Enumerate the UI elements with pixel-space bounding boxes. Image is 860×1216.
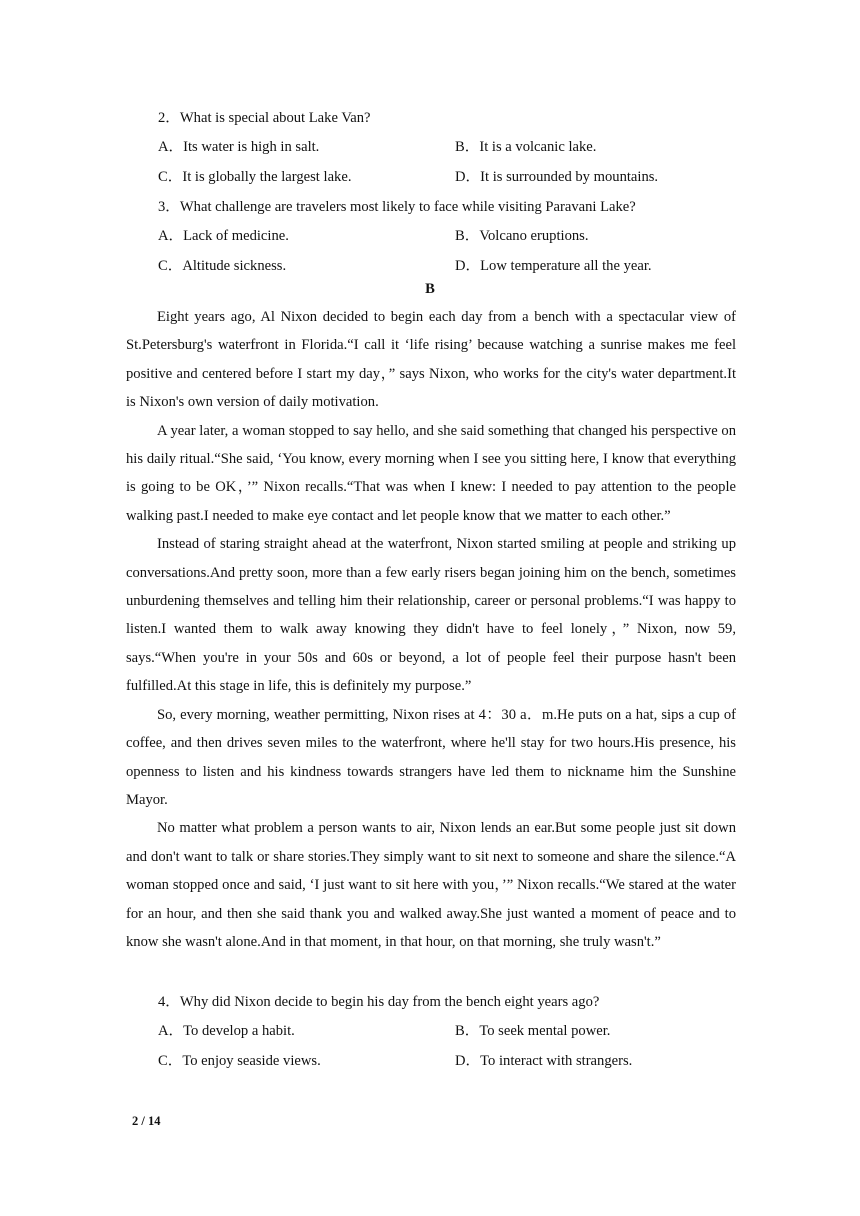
question-4-option-c: C．To enjoy seaside views. [158, 1053, 321, 1069]
page-number: 2 / 14 [132, 1114, 161, 1128]
passage-paragraph: So, every morning, weather permitting, Nixon rises at 4：30 a．m.He puts on a hat, sips a cup of coffee, and then drives seven miles to the waterfront, where he'll stay for two hours.His presence, his openness to listen and his kindness towards strangers have led them to nickname him the Sunshine Mayor. [126, 706, 736, 808]
section-title: B [425, 281, 435, 297]
question-2-option-c: C．It is globally the largest lake. [158, 169, 352, 185]
passage-paragraph: Eight years ago, Al Nixon decided to begin each day from a bench with a spectacular view of St.Petersburg's waterfront in Florida.“I call it ‘life rising’ because watching a sunrise makes me feel positive and centered before I start my day，” says Nixon, who works for the city's water department.It is Nixon's own version of daily motivation. [126, 309, 736, 411]
question-2-option-b: B．It is a volcanic lake. [455, 139, 597, 155]
reading-passage [126, 303, 736, 956]
question-4-stem: 4．Why did Nixon decide to begin his day from the bench eight years ago? [158, 994, 600, 1010]
passage-paragraph: A year later, a woman stopped to say hello, and she said something that changed his perspective on his daily ritual.“She said, ‘You know, every morning when I see you sitting here, I know that everything is going to be OK，’” Nixon recalls.“That was when I knew: I needed to pay attention to the people walking past.I needed to make eye contact and let people know that we matter to each other.” [126, 422, 736, 524]
passage-paragraph: No matter what problem a person wants to air, Nixon lends an ear.But some people just sit down and don't want to talk or share stories.They simply want to sit next to someone and share the silence.“A woman stopped once and said, ‘I just want to sit here with you，’” Nixon recalls.“We stared at the water for an hour, and then she said thank you and walked away.She just wanted a moment of peace and to know she wasn't alone.And in that moment, in that hour, on that morning, she truly wasn't.” [126, 820, 736, 950]
question-3-option-c: C．Altitude sickness. [158, 258, 287, 274]
passage-paragraph: Instead of staring straight ahead at the waterfront, Nixon started smiling at people and striking up conversations.And pretty soon, more than a few early risers began joining him on the bench, sometimes unburdening themselves and telling him their relationship, career or personal problems.“I was happy to listen.I wanted them to walk away knowing they didn't have to feel lonely，” Nixon, now 59, says.“When you're in your 50s and 60s or beyond, a lot of people feel their purpose hasn't been fulfilled.At this stage in life, this is definitely my purpose.” [126, 536, 736, 695]
question-4-option-b: B．To seek mental power. [455, 1023, 611, 1039]
question-2-option-d: D．It is surrounded by mountains. [455, 169, 659, 185]
question-4-option-d: D．To interact with strangers. [455, 1053, 633, 1069]
question-2-stem: 2．What is special about Lake Van? [158, 110, 371, 126]
question-4-option-a: A．To develop a habit. [158, 1023, 295, 1039]
question-3-option-d: D．Low temperature all the year. [455, 258, 652, 274]
question-3-stem: 3．What challenge are travelers most likely to face while visiting Paravani Lake? [158, 199, 636, 215]
question-3-option-b: B．Volcano eruptions. [455, 228, 589, 244]
question-3-option-a: A．Lack of medicine. [158, 228, 289, 244]
question-2-option-a: A．Its water is high in salt. [158, 139, 320, 155]
